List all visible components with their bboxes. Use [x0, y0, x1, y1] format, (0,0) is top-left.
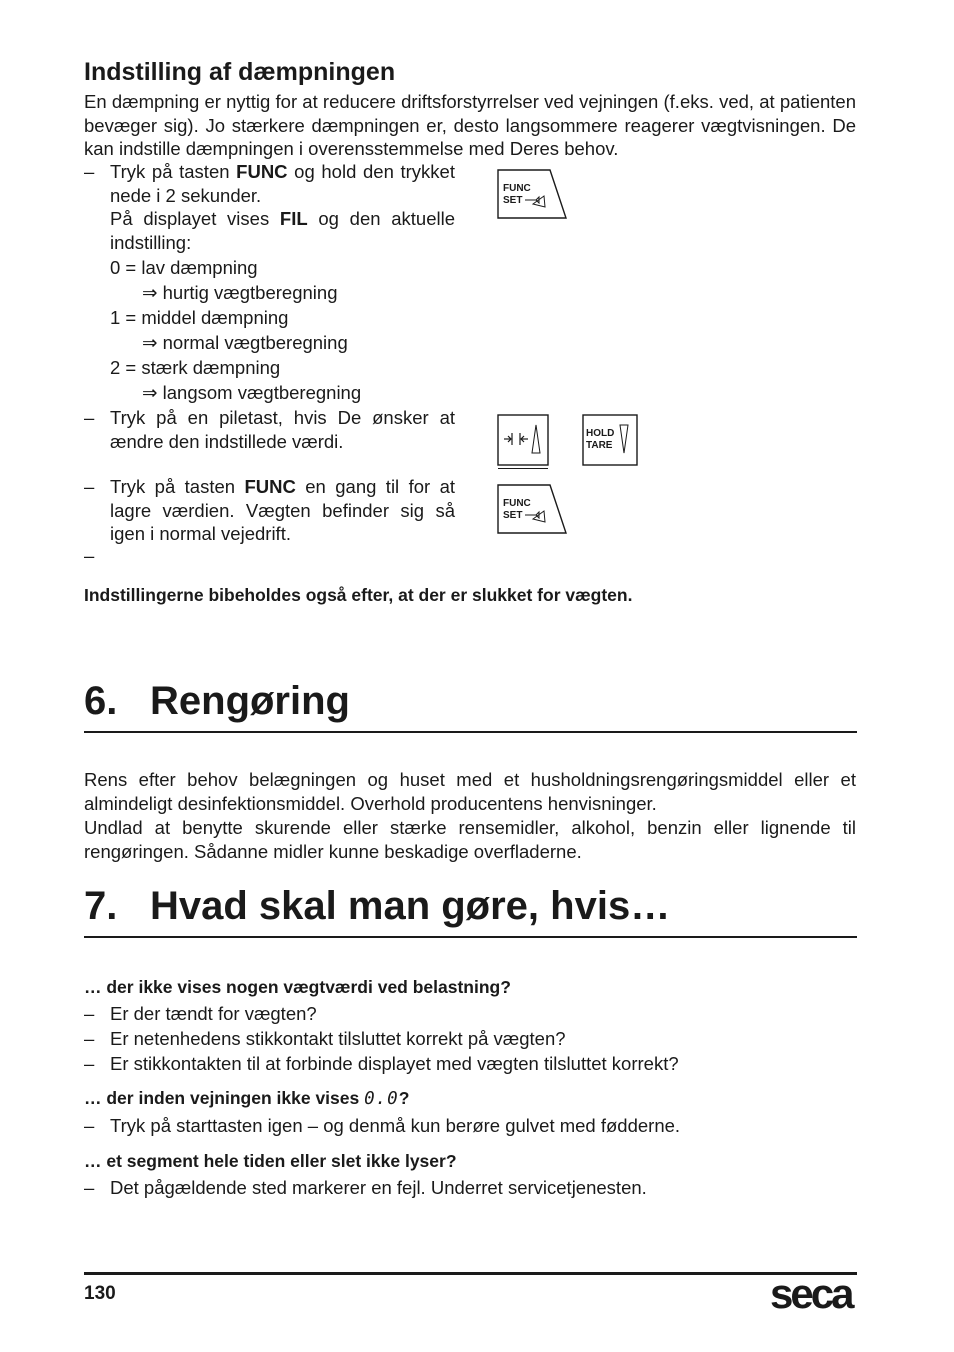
- svg-text:FUNC: FUNC: [503, 498, 531, 509]
- seca-logo: seca: [770, 1270, 852, 1317]
- cleaning-paragraph-1: Rens efter behov belægningen og huset med et husholdningsrengøringsmiddel eller et almindeligt desinfektionsmiddel. Overhold producentens henvisninger.: [84, 769, 856, 814]
- fil-label: FIL: [279, 208, 308, 229]
- list-item: – Er netenhedens stikkontakt tilsluttet korrekt på vægten?: [84, 1028, 566, 1049]
- func-set-key-icon: [496, 168, 570, 222]
- hold-tare-key-icon: [581, 413, 639, 469]
- heading-rule: [84, 936, 857, 938]
- list-item: – Er der tændt for vægten?: [84, 1003, 317, 1024]
- list-item: – Tryk på starttasten igen – og denmå kun berøre gulvet med fødderne.: [84, 1115, 681, 1136]
- option-2: 2 = stærk dæmpning: [110, 357, 281, 378]
- footer-rule: [84, 1272, 857, 1275]
- svg-text:FUNC: FUNC: [503, 183, 531, 194]
- section-7-heading: [84, 883, 670, 929]
- list-dash: –: [84, 161, 95, 182]
- svg-text:SET: SET: [503, 195, 523, 206]
- svg-text:HOLD: HOLD: [586, 428, 615, 439]
- list-dash: –: [84, 407, 95, 428]
- option-0: 0 = lav dæmpning: [110, 257, 258, 278]
- page-number: 130: [84, 1283, 116, 1304]
- func-key-label: FUNC: [244, 476, 296, 497]
- option-1: 1 = middel dæmpning: [110, 307, 289, 328]
- display-value: 0.0: [364, 1089, 399, 1109]
- question-1: … der ikke vises nogen vægtværdi ved belastning?: [84, 977, 511, 997]
- heading-rule: [84, 731, 857, 733]
- section-title: Hvad skal man gøre, hvis…: [150, 884, 671, 928]
- list-item: – Det pågældende sted markerer en fejl. Underret servicetjenesten.: [84, 1177, 647, 1198]
- option-2-result: ⇒ langsom vægtberegning: [142, 382, 362, 403]
- step-3: Tryk på tasten FUNC en gang til for at lagre værdien. Vægten befinder sig så igen i normal vejedrift.: [110, 476, 455, 544]
- step-1: Tryk på tasten FUNC og hold den trykket nede i 2 sekunder. På displayet vises FIL og den aktuelle indstilling:: [110, 161, 455, 253]
- question-2: … der inden vejningen ikke vises 0.0?: [84, 1088, 410, 1109]
- settings-note: Indstillingerne bibeholdes også efter, at der er slukket for vægten.: [84, 585, 633, 605]
- func-set-key-icon: [496, 483, 570, 537]
- svg-text:SET: SET: [503, 510, 523, 521]
- subsection-title: Indstilling af dæmpningen: [84, 58, 396, 86]
- section-6-heading: [84, 678, 350, 724]
- step-2: Tryk på en piletast, hvis De ønsker at ændre den indstillede værdi.: [110, 407, 455, 452]
- key-underline: [498, 468, 548, 469]
- svg-text:TARE: TARE: [586, 440, 613, 451]
- section-title: Rengøring: [150, 679, 350, 723]
- section-number: 6.: [84, 679, 118, 723]
- arrow-key-icon: [496, 413, 552, 469]
- list-item: – Er stikkontakten til at forbinde displayet med vægten tilsluttet korrekt?: [84, 1053, 679, 1074]
- section-number: 7.: [84, 884, 118, 928]
- list-dash: –: [84, 545, 95, 566]
- intro-paragraph: En dæmpning er nyttig for at reducere driftsforstyrrelser ved vejningen (f.eks. ved, at patienten bevæger sig). Jo stærkere dæmpningen er, desto langsommere reagerer vægtvisningen. De kan indstille dæmpningen i overensstemmelse med Deres behov.: [84, 91, 856, 159]
- cleaning-paragraph-2: Undlad at benytte skurende eller stærke rensemidler, alkohol, benzin eller lignende til rengøringen. Sådanne midler kunne beskadige overfladerne.: [84, 817, 856, 862]
- option-0-result: ⇒ hurtig vægtberegning: [142, 282, 338, 303]
- option-1-result: ⇒ normal vægtberegning: [142, 332, 348, 353]
- func-key-label: FUNC: [236, 161, 288, 182]
- question-3: … et segment hele tiden eller slet ikke lyser?: [84, 1151, 457, 1171]
- list-dash: –: [84, 476, 95, 497]
